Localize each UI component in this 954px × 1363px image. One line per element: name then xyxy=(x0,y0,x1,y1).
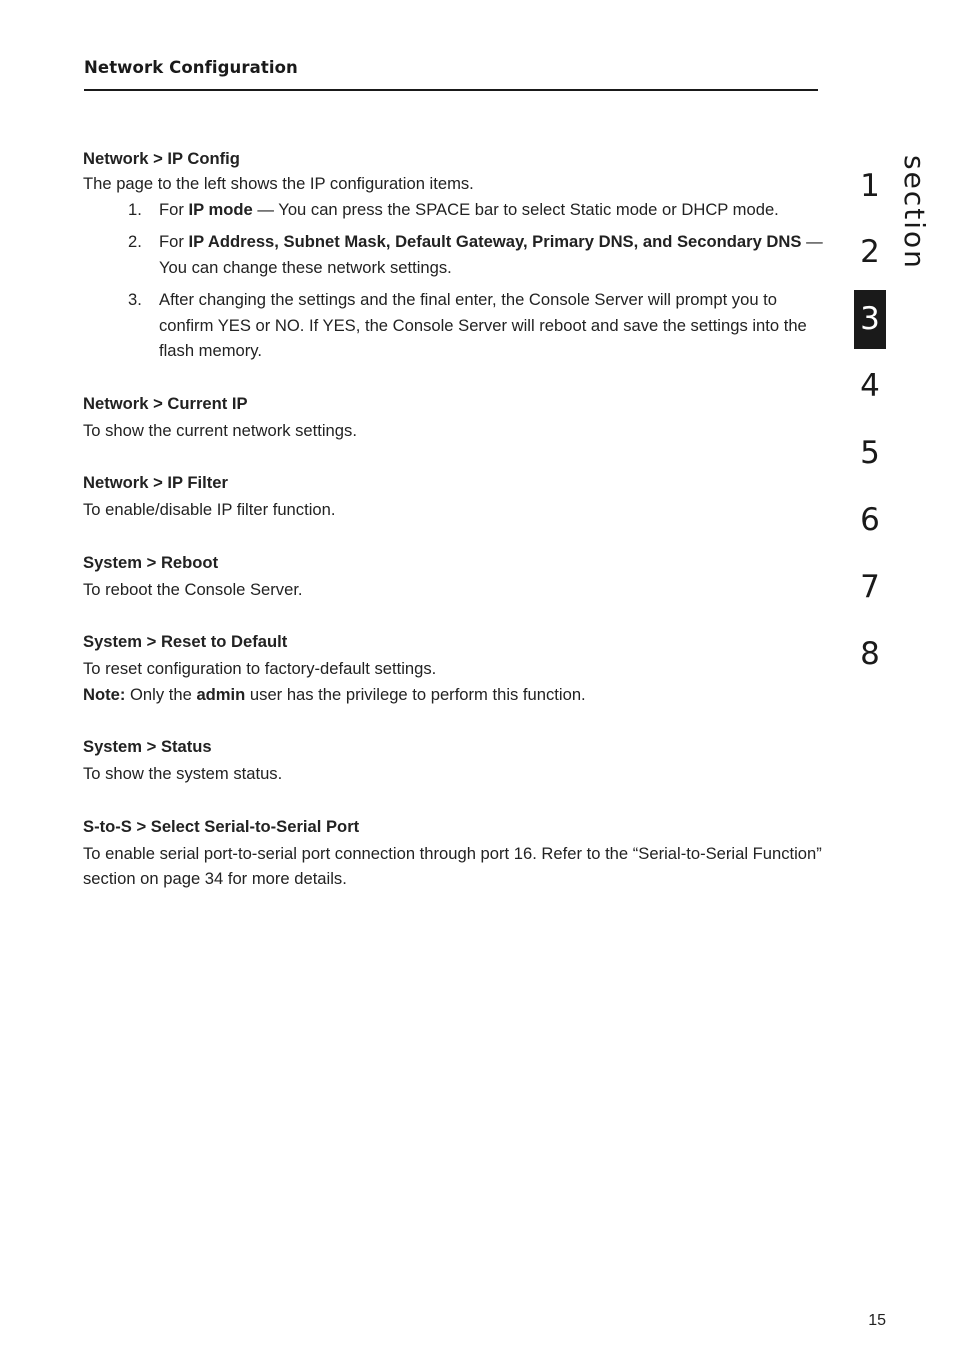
section-body: To reboot the Console Server. xyxy=(83,579,303,599)
note-pre: Only the xyxy=(125,684,197,704)
steps-list xyxy=(83,197,823,364)
section-nav-item-7: 7 xyxy=(860,569,880,605)
note-paragraph xyxy=(83,682,823,708)
list-number: 1. xyxy=(128,199,142,219)
list-number: 2. xyxy=(128,232,142,251)
item-rest: — You can change these network settings. xyxy=(159,232,823,277)
section-title: System > Reboot xyxy=(83,552,219,572)
list-item xyxy=(83,229,823,280)
note-label: Note: xyxy=(83,684,126,704)
section-nav-item-2: 2 xyxy=(860,234,880,270)
item-bold: IP Address, Subnet Mask, Default Gateway, Primary DNS, and Secondary DNS xyxy=(188,232,802,251)
section-body: To show the current network settings. xyxy=(83,420,357,440)
note-post: user has the privilege to perform this function. xyxy=(245,684,586,704)
section-title: Network > IP Config xyxy=(83,149,240,168)
list-item xyxy=(83,287,823,364)
section-body: To reset configuration to factory-default settings. xyxy=(83,659,437,678)
section-body: To enable/disable IP filter function. xyxy=(83,500,336,519)
item-prefix: For xyxy=(159,199,189,219)
section-ip-config xyxy=(83,146,823,364)
section-label: section xyxy=(898,155,931,270)
note-bold: admin xyxy=(196,684,246,704)
section-nav-item-5: 5 xyxy=(860,435,880,471)
section-s2s xyxy=(83,814,823,892)
section-intro: The page to the left shows the IP configuration items. xyxy=(83,174,474,193)
section-current-ip xyxy=(83,391,823,444)
item-prefix: For xyxy=(159,232,189,251)
section-nav-item-3: 3 xyxy=(854,290,886,349)
section-title: System > Status xyxy=(83,737,212,756)
section-nav-item-1: 1 xyxy=(860,168,880,204)
section-ip-filter xyxy=(83,470,823,523)
item-rest: — You can press the SPACE bar to select Static mode or DHCP mode. xyxy=(252,199,779,219)
section-title: System > Reset to Default xyxy=(83,632,288,651)
item-bold: IP mode xyxy=(188,199,253,219)
page-header xyxy=(84,58,818,91)
section-title: S-to-S > Select Serial-to-Serial Port xyxy=(83,816,360,836)
section-title: Network > Current IP xyxy=(83,393,248,413)
section-nav-item-8: 8 xyxy=(860,636,880,672)
page-number: 15 xyxy=(868,1312,886,1329)
item-text: After changing the settings and the final enter, the Console Server will prompt you to confirm YES or NO. If YES, the Console Server will reboot and save the settings into the flash memory. xyxy=(159,290,807,360)
section-body: To enable serial port-to-serial port connection through port 16. Refer to the “Serial-to-Serial Function” section on page 34 for more details. xyxy=(83,843,822,888)
main-content xyxy=(83,146,823,919)
section-reset xyxy=(83,629,823,707)
list-number: 3. xyxy=(128,290,142,309)
section-nav-item-4: 4 xyxy=(860,368,880,404)
section-reboot xyxy=(83,550,823,603)
list-item xyxy=(83,197,823,223)
section-status xyxy=(83,734,823,787)
header-title: Network Configuration xyxy=(84,58,298,77)
section-nav-item-6: 6 xyxy=(860,502,880,538)
section-title: Network > IP Filter xyxy=(83,473,228,492)
section-body: To show the system status. xyxy=(83,764,283,783)
